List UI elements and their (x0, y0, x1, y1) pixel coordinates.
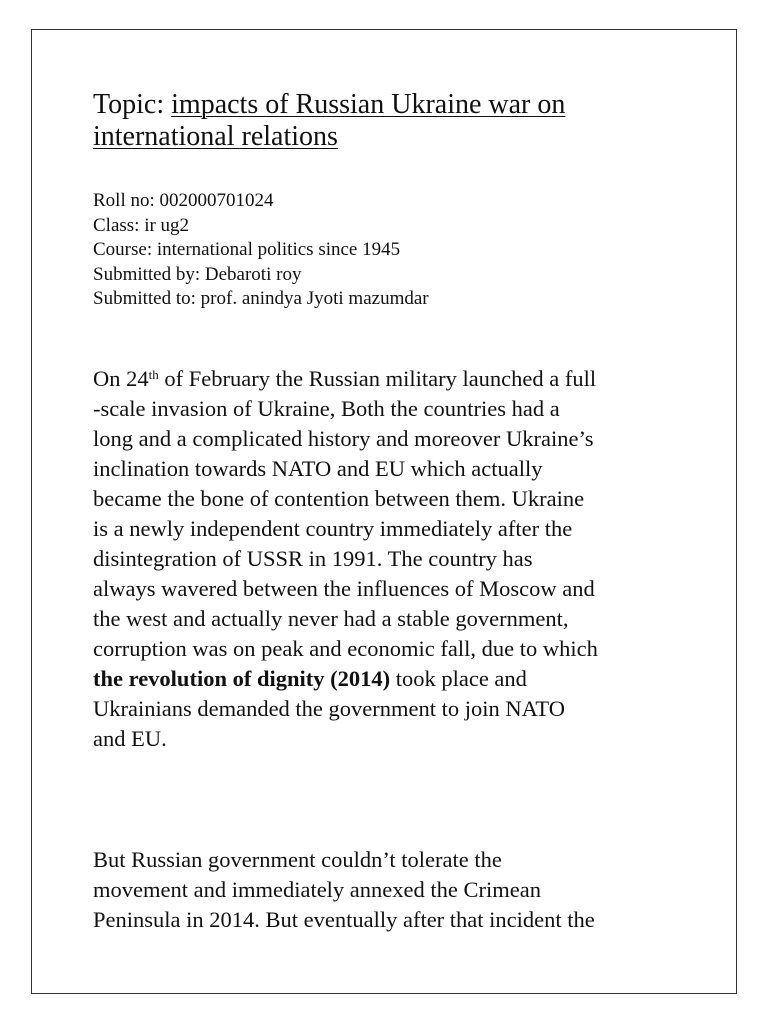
submission-details (93, 189, 713, 312)
title-topic-line2: international relations (93, 121, 338, 152)
roll-number: Roll no: 002000701024 (93, 190, 274, 211)
paragraph-line: and EU. (93, 726, 167, 751)
submitted-to: Submitted to: prof. anindya Jyoti mazumdar (93, 288, 429, 309)
paragraph-line: movement and immediately annexed the Crimean (93, 877, 541, 902)
ordinal-suffix: th (148, 367, 159, 382)
body-paragraph-1 (93, 364, 683, 754)
course-info: Course: international politics since 1945 (93, 239, 401, 260)
paragraph-line (93, 364, 683, 394)
paragraph-line: Ukrainians demanded the government to join NATO (93, 696, 565, 721)
body-paragraph-2 (93, 845, 683, 935)
class-info: Class: ir ug2 (93, 214, 190, 236)
title-topic-line1: impacts of Russian Ukraine war on (171, 89, 566, 120)
paragraph-line: -scale invasion of Ukraine, Both the countries had a (93, 396, 560, 421)
paragraph-line: disintegration of USSR in 1991. The country has (93, 546, 533, 571)
paragraph-line: Peninsula in 2014. But eventually after that incident the (93, 907, 595, 932)
submitted-by: Submitted by: Debaroti roy (93, 263, 302, 285)
bold-phrase: the revolution of dignity (2014) (93, 666, 391, 691)
line-text: of February the Russian military launched a full (158, 366, 597, 391)
paragraph-line: always wavered between the influences of Moscow and (93, 576, 595, 601)
line-text: On 24 (93, 366, 149, 391)
paragraph-line: corruption was on peak and economic fall, due to which (93, 636, 598, 661)
paragraph-line: is a newly independent country immediately after the (93, 516, 573, 541)
paragraph-line: the west and actually never had a stable government, (93, 606, 569, 631)
paragraph-line: long and a complicated history and moreover Ukraine’s (93, 426, 594, 451)
paragraph-line: But Russian government couldn’t tolerate the (93, 847, 502, 872)
paragraph-line (93, 664, 683, 694)
title-prefix: Topic: (93, 89, 172, 120)
line-text: took place and (390, 666, 527, 691)
paragraph-line: became the bone of contention between them. Ukraine (93, 486, 585, 511)
document-title (93, 89, 713, 153)
paragraph-line: inclination towards NATO and EU which actually (93, 456, 543, 481)
